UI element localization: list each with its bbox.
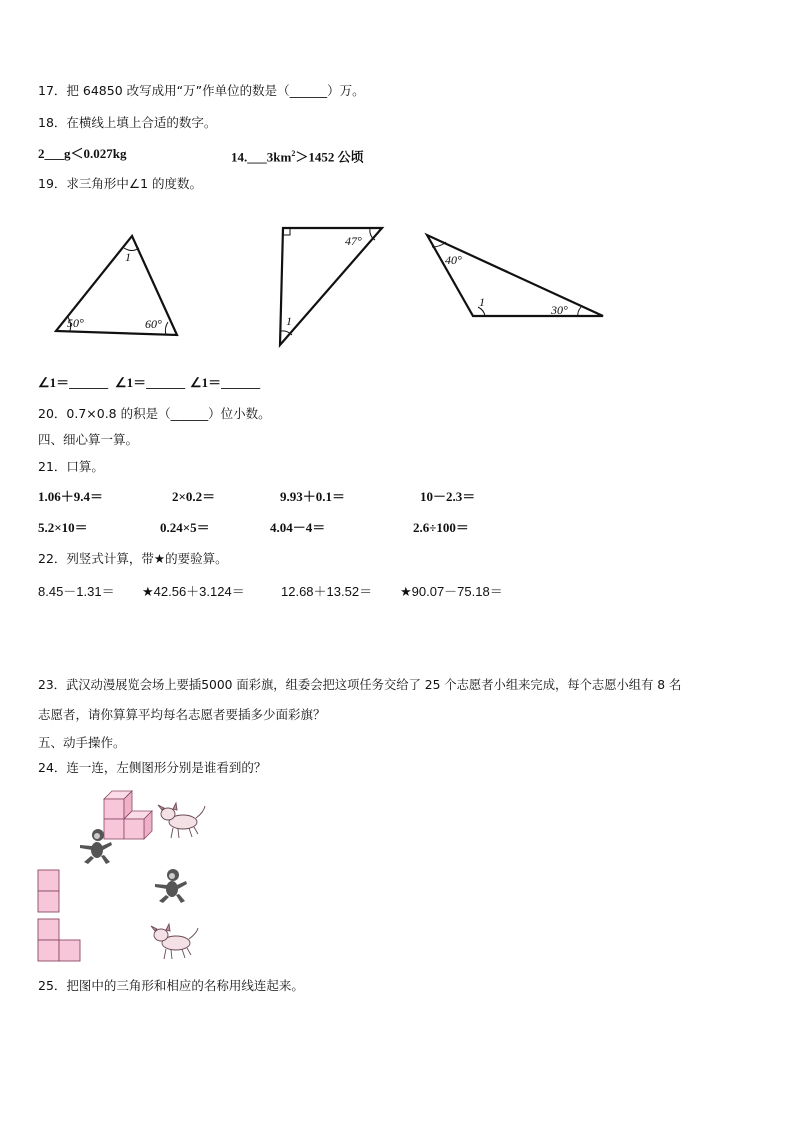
triangle-1-angle-1: 1 <box>125 250 131 264</box>
question-24: 24．连一连，左侧图形分别是谁看到的？ <box>38 760 267 775</box>
section-5-heading: 五、动手操作。 <box>38 735 126 750</box>
triangle-3-angle-1: 1 <box>479 295 485 309</box>
question-23-line-2: 志愿者，请你算算平均每名志愿者要插多少面彩旗？ <box>38 707 326 722</box>
question-17: 17．把 64850 改写成用“万”作单位的数是（______）万。 <box>38 83 365 98</box>
front-view-two-squares <box>38 870 59 912</box>
calc-8: 2.6÷100＝ <box>413 520 469 535</box>
triangle-2-angle-47: 47° <box>345 234 362 248</box>
answer-19-b: ∠1＝______ <box>115 375 186 390</box>
question-23-line-1: 23．武汉动漫展览会场上要插5000 面彩旗，组委会把这项任务交给了 25 个志愿者小组来完成，每个志愿小组有 8 名 <box>38 678 682 692</box>
vertical-calc-3: 12.68＋13.52＝ <box>281 584 373 599</box>
section-4-heading: 四、细心算一算。 <box>38 432 139 447</box>
question-19: 19．求三角形中∠1 的度数。 <box>38 176 203 191</box>
question-18-item-b-prefix: 14.___3km <box>231 149 292 165</box>
question-25: 25．把图中的三角形和相应的名称用线连起来。 <box>38 978 304 993</box>
triangle-2-angle-1: 1 <box>286 314 292 328</box>
triangle-1-angle-50: 50° <box>67 316 84 330</box>
answer-19-c: ∠1＝______ <box>190 375 261 390</box>
calc-3: 9.93＋0.1＝ <box>280 489 346 504</box>
superscript-2: 2 <box>291 149 296 158</box>
answer-19-a: ∠1＝______ <box>38 375 109 390</box>
cube-stack <box>104 791 152 839</box>
calc-1: 1.06＋9.4＝ <box>38 489 104 504</box>
dog-figure-1 <box>158 803 205 838</box>
monkey-figure-2 <box>155 869 187 903</box>
question-18: 18．在横线上填上合适的数字。 <box>38 115 217 130</box>
triangle-3-angle-40: 40° <box>445 253 462 267</box>
dog-figure-2 <box>151 924 198 959</box>
calc-2: 2×0.2＝ <box>172 489 216 504</box>
vertical-calc-1: 8.45－1.31＝ <box>38 584 115 599</box>
question-22: 22．列竖式计算，带★的要验算。 <box>38 551 228 566</box>
question-18-item-a: 2___g＜0.027kg <box>38 146 127 161</box>
calc-6: 0.24×5＝ <box>160 520 210 535</box>
vertical-calc-2: ★42.56＋3.124＝ <box>142 584 245 599</box>
triangle-3-angle-30: 30° <box>551 303 568 317</box>
vertical-calc-4: ★90.07－75.18＝ <box>400 584 503 599</box>
side-view-l-shape <box>38 919 80 961</box>
question-21: 21．口算。 <box>38 459 104 474</box>
triangle-1-angle-60: 60° <box>145 317 162 331</box>
question-20: 20．0.7×0.8 的积是（______）位小数。 <box>38 406 271 421</box>
calc-4: 10－2.3＝ <box>420 489 476 504</box>
question-18-item-b-suffix: ＞1452 公顷 <box>295 149 364 165</box>
calc-5: 5.2×10＝ <box>38 520 88 535</box>
calc-7: 4.04－4＝ <box>270 520 326 535</box>
